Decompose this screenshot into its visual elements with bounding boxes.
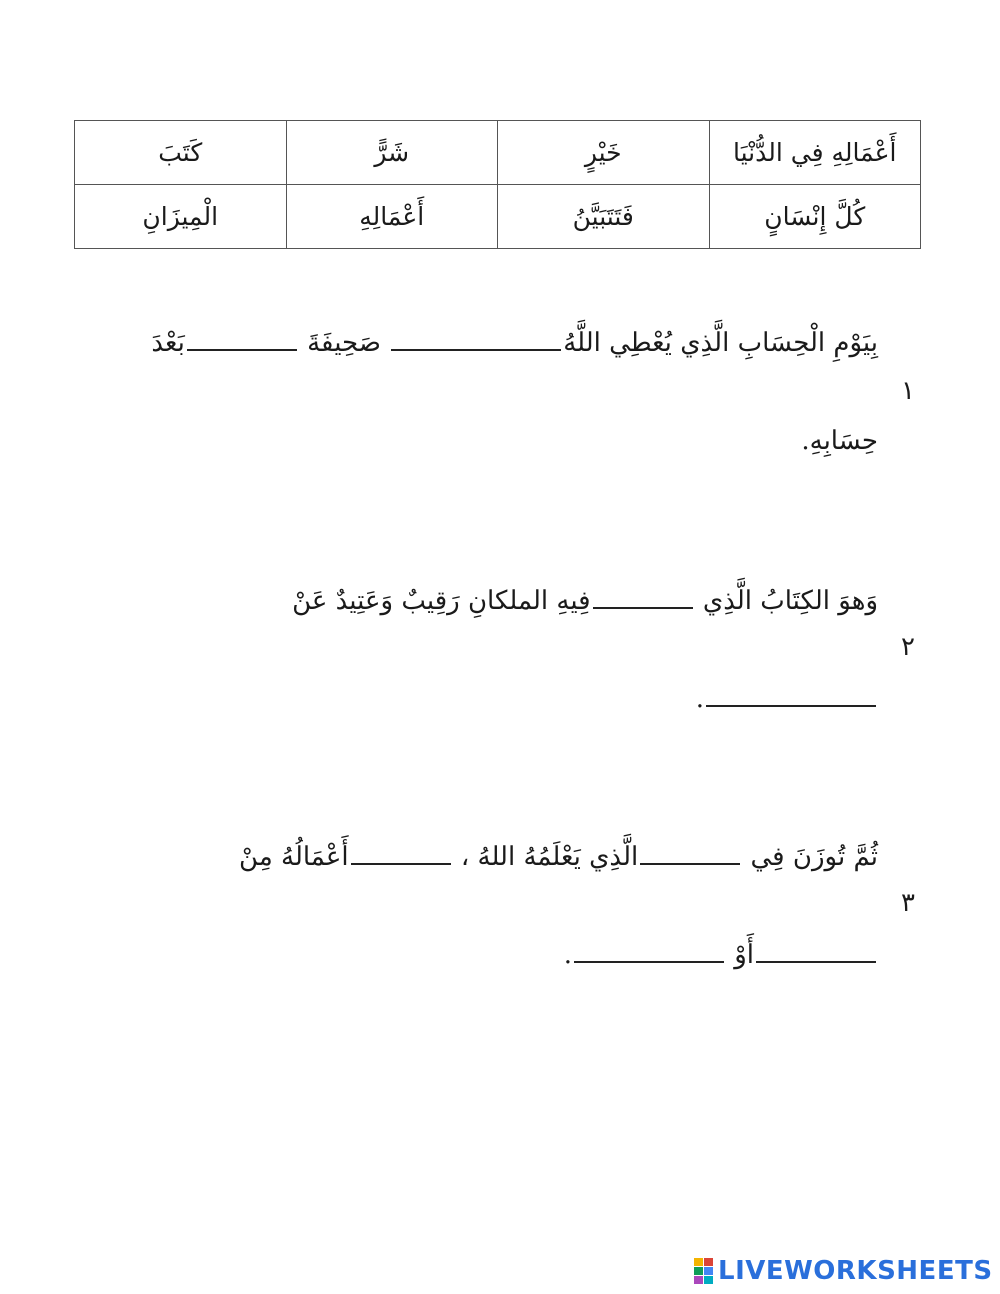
question-1-text-a: بِيَوْمِ الْحِسَابِ الَّذِي يُعْطِي اللَّهُ: [563, 328, 878, 358]
question-1-line-2: حِسَابِهِ.: [801, 426, 878, 456]
question-2-blank-1[interactable]: [593, 606, 693, 609]
question-3-text-a: ثُمَّ تُوزَنَ فِي: [750, 842, 878, 872]
question-2-line-1: [292, 586, 878, 616]
question-3-blank-4[interactable]: [574, 960, 724, 963]
word-bank-cell: كَتَبَ: [75, 121, 287, 185]
question-1-text-c: بَعْدَ: [151, 328, 185, 358]
question-3-text-b: الَّذِي يَعْلَمُهُ اللهُ ،: [460, 842, 639, 872]
question-3-text-or: أَوْ: [734, 940, 754, 970]
question-3-period: .: [563, 940, 572, 970]
liveworksheets-logo-icon: [694, 1258, 714, 1284]
word-bank-row: [75, 121, 921, 185]
word-bank-cell: أَعْمَالِهِ: [286, 185, 498, 249]
word-bank-cell: شَرًّ: [286, 121, 498, 185]
word-bank-cell: خَيْرٍ: [498, 121, 710, 185]
question-2-number: ٢: [901, 632, 915, 662]
question-3-line-1: [239, 842, 878, 872]
word-bank-cell: الْمِيزَانِ: [75, 185, 287, 249]
question-2-text-a: وَهوَ الكِتَابُ الَّذِي: [702, 586, 878, 616]
question-2-blank-2[interactable]: [706, 704, 876, 707]
word-bank-cell: أَعْمَالِهِ فِي الدُّنْيَا: [709, 121, 921, 185]
question-1-text-b: صَحِيفَةَ: [307, 328, 381, 358]
question-1-line-1: [151, 328, 878, 358]
question-1-blank-2[interactable]: [187, 348, 297, 351]
question-2-line-2: [696, 684, 878, 714]
word-bank-cell: فَتَتَبَيَّنُ: [498, 185, 710, 249]
question-2-text-b: فِيهِ الملكانِ رَقِيبٌ وَعَتِيدٌ عَنْ: [292, 586, 591, 616]
liveworksheets-logo-text: LIVEWORKSHEETS: [718, 1256, 993, 1286]
question-3-blank-2[interactable]: [351, 862, 451, 865]
word-bank-table: [74, 120, 921, 249]
question-1-blank-1[interactable]: [391, 348, 561, 351]
question-3-number: ٣: [901, 888, 915, 918]
question-2-period: .: [695, 684, 704, 714]
question-3-line-2: [564, 940, 878, 970]
question-3-blank-3[interactable]: [756, 960, 876, 963]
liveworksheets-logo: [694, 1256, 993, 1286]
question-3-text-c: أَعْمَالُهُ مِنْ: [239, 842, 349, 872]
question-1-number: ١: [901, 376, 915, 406]
word-bank-cell: كُلَّ إِنْسَانٍ: [709, 185, 921, 249]
word-bank-row: [75, 185, 921, 249]
question-3-blank-1[interactable]: [640, 862, 740, 865]
